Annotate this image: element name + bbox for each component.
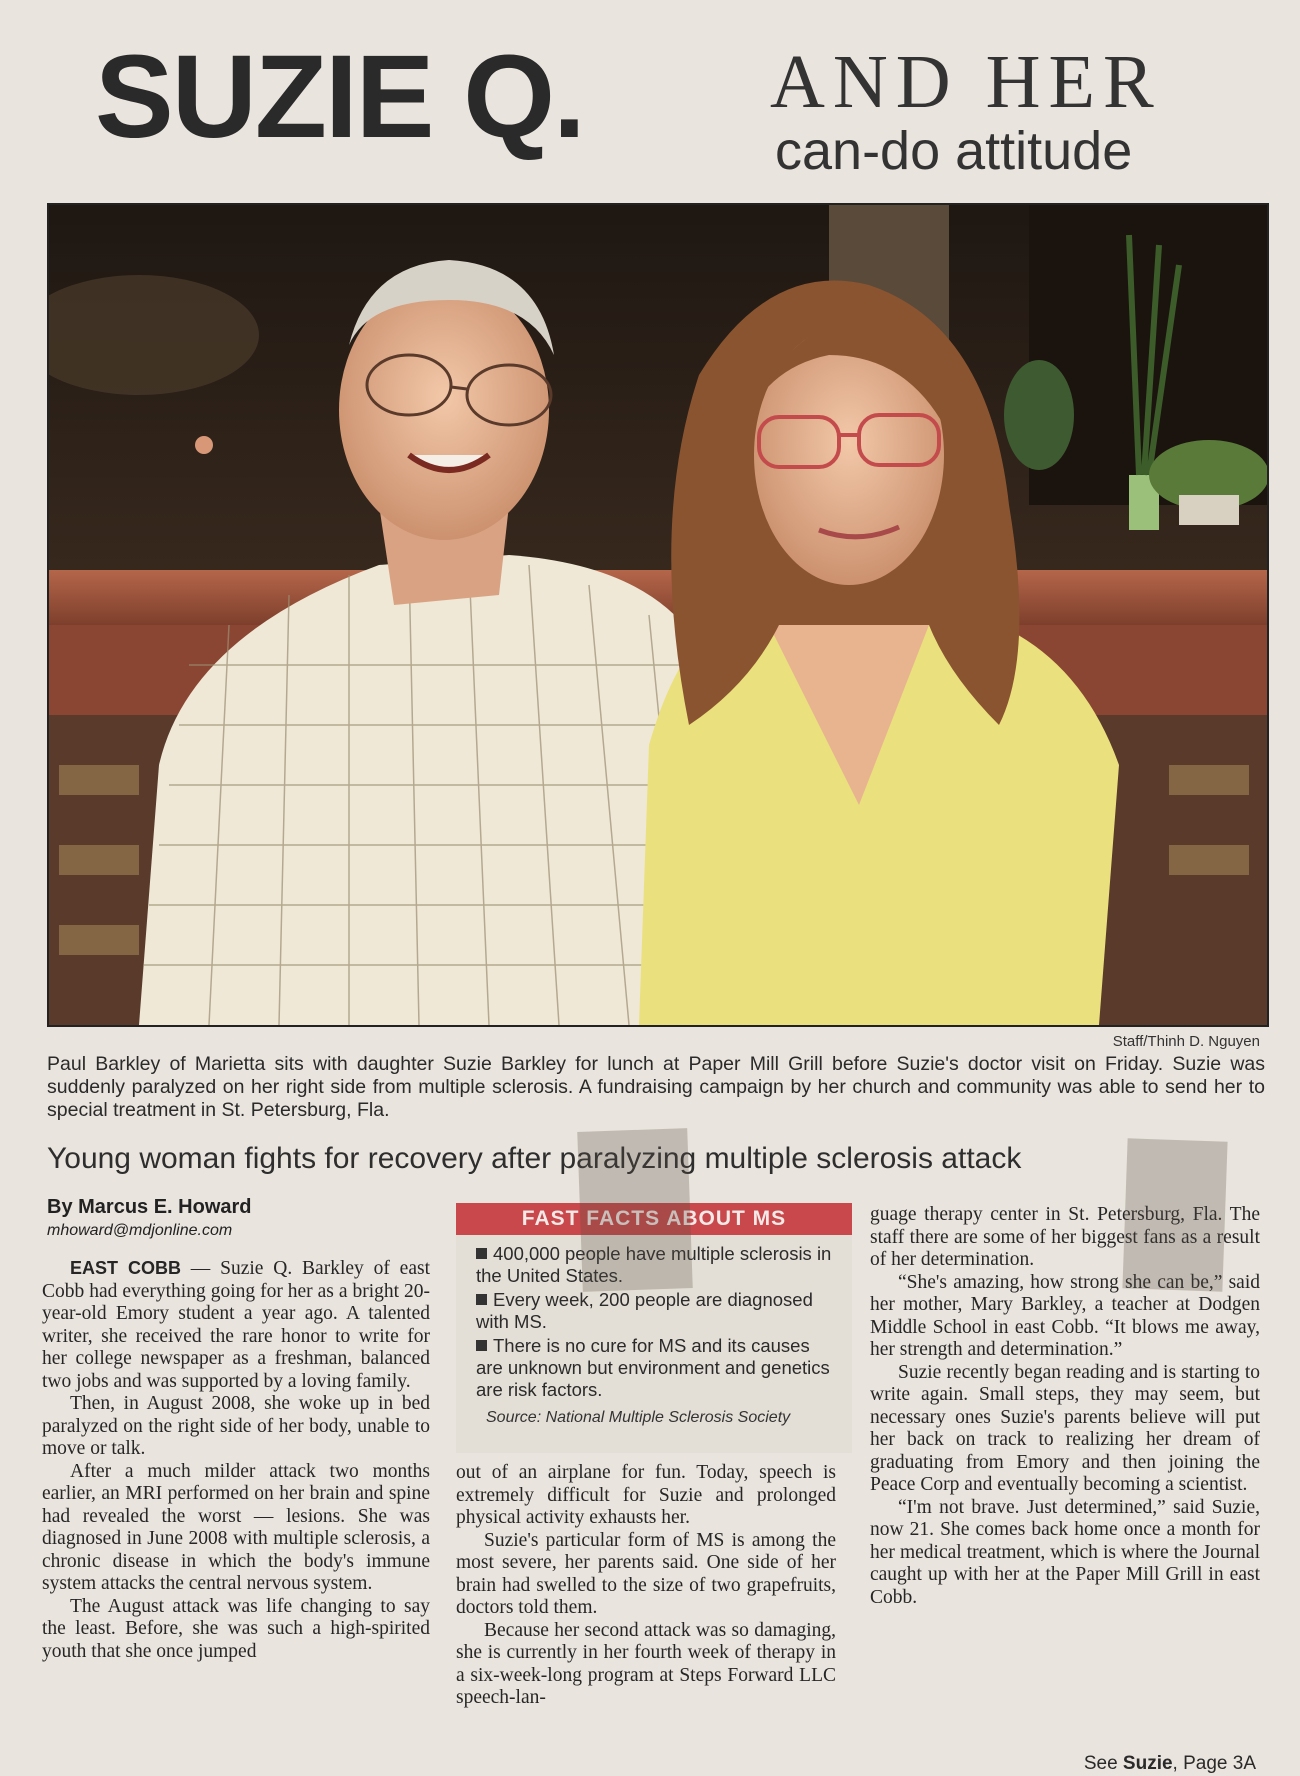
byline-email: mhoward@mdjonline.com bbox=[47, 1222, 233, 1239]
article-paragraph: EAST COBB — Suzie Q. Barkley of east Cobb had everything going for her as a bright 20-year-old Emory student a year ago. A talented writer, she received the rare honor to write for her college newspaper as a freshman, balanced two jobs and was supported by a loving family. bbox=[42, 1258, 430, 1392]
dateline: EAST COBB bbox=[70, 1258, 181, 1278]
article-paragraph: “I'm not brave. Just determined,” said Suzie, now 21. She comes back home once a month for her medical treatment, which is where the Journal caught up with her at the Paper Mill Grill in east Cobb. bbox=[870, 1496, 1260, 1608]
article-paragraph: Then, in August 2008, she woke up in bed paralyzed on the right side of her body, unable to move or talk. bbox=[42, 1393, 430, 1459]
article-paragraph: Suzie recently began reading and is starting to write again. Small steps, they may seem, but necessary ones Suzie's parents believe will put her back on track to realizing her dream of graduating from Emory and then joining the Peace Corp and eventually becoming a scientist. bbox=[870, 1361, 1260, 1495]
bullet-square-icon bbox=[476, 1248, 487, 1259]
headline-and-her: AND HER bbox=[770, 40, 1162, 124]
photo-illustration bbox=[49, 205, 1267, 1025]
bullet-square-icon bbox=[476, 1340, 487, 1351]
article-paragraph: After a much milder attack two months earlier, an MRI performed on her brain and spine had revealed the worst — lesions. She was diagnosed in June 2008 with multiple sclerosis, a chronic disease in which the body's immune system attacks the central nervous system. bbox=[42, 1460, 430, 1594]
article-paragraph: out of an airplane for fun. Today, speech is extremely difficult for Suzie and prolonged physical activity exhausts her. bbox=[456, 1462, 836, 1528]
article-paragraph: “She's amazing, how strong she can be,” said her mother, Mary Barkley, a teacher at Dodgen Middle School in east Cobb. “It blows me away, her strength and determination.” bbox=[870, 1271, 1260, 1360]
headline-subtitle: can-do attitude bbox=[775, 121, 1133, 181]
photo-credit: Staff/Thinh D. Nguyen bbox=[1112, 1033, 1260, 1050]
byline-author: By Marcus E. Howard bbox=[47, 1196, 252, 1218]
tape-mark bbox=[577, 1128, 693, 1292]
headline-main: SUZIE Q. bbox=[95, 31, 584, 163]
fast-facts-title: FAST FACTS ABOUT MS bbox=[456, 1203, 852, 1235]
photo-caption: Paul Barkley of Marietta sits with daughter Suzie Barkley for lunch at Paper Mill Grill before Suzie's doctor visit on Friday. Suzie was suddenly paralyzed on her right side from multiple sclerosis. A fundraising campaign by her church and community was able to send her to special treatment in St. Petersburg, Fla. bbox=[47, 1053, 1265, 1121]
bullet-square-icon bbox=[476, 1294, 487, 1305]
fact-item: Every week, 200 people are diagnosed with MS. bbox=[476, 1289, 813, 1332]
article-paragraph: Because her second attack was so damaging, she is currently in her fourth week of therapy in a six-week-long program at Steps Forward LLC speech-lan- bbox=[456, 1619, 836, 1708]
fact-item: 400,000 people have multiple sclerosis in the United States. bbox=[476, 1243, 832, 1286]
article-paragraph: guage therapy center in St. Petersburg, Fla. The staff there are some of her biggest fans as a result of her determination. bbox=[870, 1204, 1260, 1270]
fast-facts-source: Source: National Multiple Sclerosis Society bbox=[486, 1409, 791, 1426]
fact-item: There is no cure for MS and its causes are unknown but environment and genetics are risk factors. bbox=[476, 1335, 830, 1400]
article-paragraph: Suzie's particular form of MS is among the most severe, her parents said. One side of her brain had swelled to the size of two grapefruits, doctors told them. bbox=[456, 1529, 836, 1618]
article-column-1 bbox=[42, 1257, 430, 1663]
article-subheadline: Young woman fights for recovery after paralyzing multiple sclerosis attack bbox=[47, 1142, 1022, 1175]
tape-mark bbox=[1122, 1138, 1227, 1291]
jump-line: See Suzie, Page 3A bbox=[1083, 1753, 1256, 1774]
article-photo bbox=[47, 203, 1269, 1027]
article-paragraph: The August attack was life changing to say the least. Before, she was such a high-spirited youth that she once jumped bbox=[42, 1595, 430, 1662]
article-column-2 bbox=[456, 1462, 836, 1710]
